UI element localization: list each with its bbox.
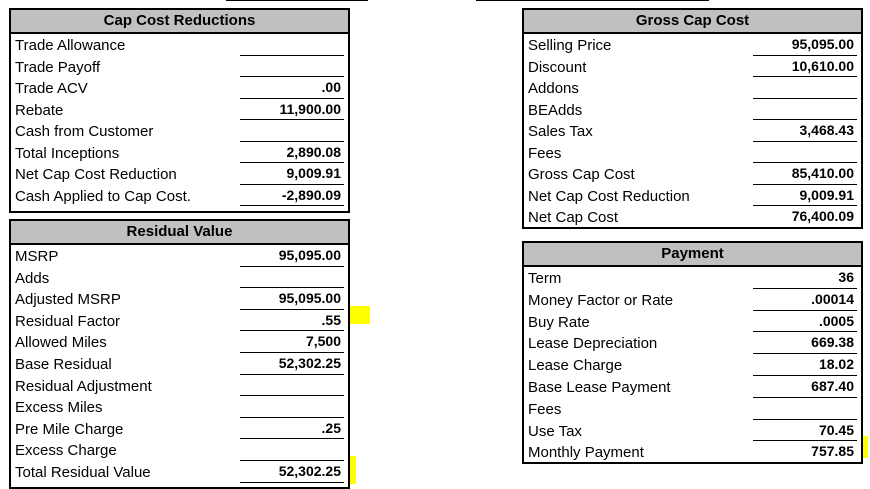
row-label: Total Residual Value (15, 463, 151, 481)
table-row (11, 354, 348, 376)
cap-cost-reductions-rows (11, 34, 348, 207)
row-label: Net Cap Cost Reduction (528, 187, 690, 205)
row-value: 757.85 (753, 442, 857, 463)
payment-rows (524, 267, 861, 464)
row-label: Excess Miles (15, 399, 103, 417)
row-value (240, 397, 344, 418)
table-row (11, 35, 348, 57)
table-row (11, 311, 348, 333)
row-value: 52,302.25 (240, 462, 344, 483)
row-label: Adjusted MSRP (15, 291, 121, 309)
row-value: 7,500 (240, 332, 344, 353)
row-value: 76,400.09 (753, 207, 857, 228)
gross-cap-cost-rows (524, 34, 861, 229)
row-value (240, 268, 344, 289)
table-row (524, 399, 861, 421)
table-row (524, 164, 861, 186)
row-value: 85,410.00 (753, 164, 857, 185)
row-value: 9,009.91 (240, 164, 344, 185)
row-value: 669.38 (753, 333, 857, 354)
row-value (753, 399, 857, 420)
table-row (524, 312, 861, 334)
table-row (11, 419, 348, 441)
row-label: Cash from Customer (15, 123, 154, 140)
table-row (524, 333, 861, 355)
row-label: Buy Rate (528, 313, 590, 331)
row-label: Allowed Miles (15, 334, 107, 352)
table-row (11, 462, 348, 484)
table-row (11, 440, 348, 462)
row-value (240, 376, 344, 397)
table-row (11, 289, 348, 311)
row-value (753, 78, 857, 99)
table-row (11, 164, 348, 186)
row-label: Monthly Payment (528, 444, 644, 462)
table-row (524, 35, 861, 57)
row-label: Base Residual (15, 355, 112, 373)
row-label: Residual Factor (15, 312, 121, 330)
row-label: Adds (15, 269, 50, 287)
table-row (524, 377, 861, 399)
table-row (524, 442, 861, 464)
table-row (524, 121, 861, 143)
row-label: BEAdds (528, 101, 583, 119)
table-row (524, 143, 861, 165)
row-label: Discount (528, 58, 587, 76)
table-row (524, 186, 861, 208)
row-label: Lease Charge (528, 357, 623, 375)
table-row (11, 121, 348, 143)
row-label: Sales Tax (528, 123, 593, 140)
payment-title: Payment (524, 243, 861, 267)
row-label: Excess Charge (15, 442, 117, 460)
residual-value-panel (9, 219, 350, 489)
table-row (11, 332, 348, 354)
table-row (11, 186, 348, 208)
row-label: MSRP (15, 248, 59, 265)
table-row (524, 207, 861, 229)
row-label: Trade Payoff (15, 58, 101, 76)
row-value: 11,900.00 (240, 100, 344, 121)
row-value: 9,009.91 (753, 186, 857, 207)
table-row (524, 57, 861, 79)
top-rule-right (476, 0, 709, 1)
row-value: 95,095.00 (753, 35, 857, 56)
gross-cap-cost-panel (522, 8, 863, 229)
row-label: Base Lease Payment (528, 378, 671, 396)
row-label: Pre Mile Charge (15, 420, 124, 438)
row-value: 10,610.00 (753, 57, 857, 78)
row-value: .00014 (753, 290, 857, 311)
row-label: Trade Allowance (15, 37, 126, 54)
row-value: 95,095.00 (240, 289, 344, 310)
table-row (11, 246, 348, 268)
table-row (524, 100, 861, 122)
row-value: 95,095.00 (240, 246, 344, 267)
row-label: Total Inceptions (15, 144, 120, 162)
table-row (524, 355, 861, 377)
table-row (11, 376, 348, 398)
row-label: Rebate (15, 101, 64, 119)
row-value: 52,302.25 (240, 354, 344, 375)
gross-cap-cost-title: Gross Cap Cost (524, 10, 861, 34)
table-row (524, 421, 861, 443)
row-label: Fees (528, 400, 562, 418)
row-value: 36 (753, 268, 857, 289)
row-label: Money Factor or Rate (528, 291, 674, 309)
cap-cost-reductions-title: Cap Cost Reductions (11, 10, 348, 34)
row-value: 18.02 (753, 355, 857, 376)
row-value: 2,890.08 (240, 143, 344, 164)
row-label: Net Cap Cost Reduction (15, 166, 177, 183)
table-row (524, 78, 861, 100)
top-rule-left (226, 0, 368, 1)
table-row (524, 290, 861, 312)
row-value (240, 440, 344, 461)
row-label: Use Tax (528, 422, 582, 440)
table-row (11, 397, 348, 419)
table-row (524, 268, 861, 290)
row-value: .0005 (753, 312, 857, 333)
row-label: Residual Adjustment (15, 377, 152, 395)
residual-value-rows (11, 245, 348, 484)
row-label: Trade ACV (15, 80, 88, 97)
row-label: Addons (528, 80, 579, 97)
row-label: Selling Price (528, 37, 612, 54)
row-value (753, 100, 857, 121)
row-value: .25 (240, 419, 344, 440)
row-label: Lease Depreciation (528, 335, 658, 353)
table-row (11, 78, 348, 100)
table-row (11, 268, 348, 290)
row-value: .00 (240, 78, 344, 99)
residual-value-title: Residual Value (11, 221, 348, 245)
row-value: 687.40 (753, 377, 857, 398)
row-value: .55 (240, 311, 344, 332)
table-row (11, 143, 348, 165)
row-value: 70.45 (753, 421, 857, 442)
table-row (11, 100, 348, 122)
payment-panel (522, 241, 863, 464)
table-row (11, 57, 348, 79)
row-label: Term (528, 270, 562, 287)
row-value (240, 35, 344, 56)
row-value (753, 143, 857, 164)
row-label: Net Cap Cost (528, 209, 619, 226)
row-label: Gross Cap Cost (528, 166, 635, 183)
row-label: Cash Applied to Cap Cost. (15, 187, 191, 205)
row-value: 3,468.43 (753, 121, 857, 142)
row-label: Fees (528, 144, 562, 162)
cap-cost-reductions-panel (9, 8, 350, 213)
row-value (240, 121, 344, 142)
row-value (240, 57, 344, 78)
row-value: -2,890.09 (240, 186, 344, 207)
